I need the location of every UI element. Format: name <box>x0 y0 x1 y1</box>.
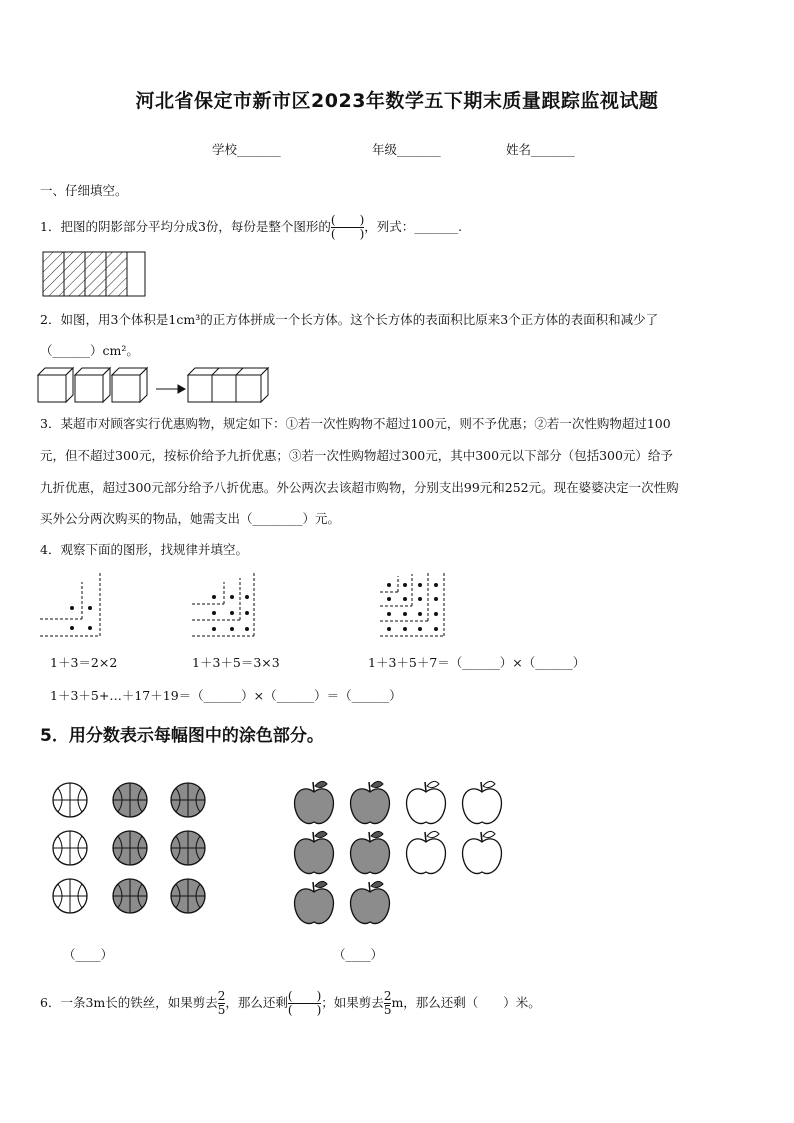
q4-text: 4．观察下面的图形，找规律并填空。 <box>40 542 248 557</box>
q6-fraction-1: $\frac{2}{5}$ <box>217 989 226 1017</box>
question-6: 6．一条3m长的铁丝，如果剪去 $\frac{2}{5}$ ，那么还剩 $\frac{( )}{( )}$ ；如果剪去 $\frac{2}{5}$ m，那么还剩（ ）米。 <box>40 989 541 1017</box>
q5-text: 5．用分数表示每幅图中的涂色部分。 <box>40 726 324 746</box>
shaded-basketball-icon <box>113 831 147 865</box>
q4-dot-pattern-1 <box>40 572 110 642</box>
name-field[interactable]: 姓名_______ <box>506 142 575 157</box>
shaded-apple-icon <box>295 781 334 823</box>
q1-hatched-figure <box>43 252 148 298</box>
q4-equation-3[interactable]: 1＋3＋5＋7＝（______）×（______） <box>368 655 586 670</box>
basketball-icon <box>53 879 87 913</box>
section-heading: 一、仔细填空。 <box>40 183 128 198</box>
shaded-apple-icon <box>295 831 334 873</box>
q6-tail[interactable]: m，那么还剩（ ）米。 <box>391 995 541 1010</box>
apple-icon <box>407 781 446 823</box>
q5-answer-blank-1[interactable]: （____） <box>63 947 114 962</box>
school-field[interactable]: 学校_______ <box>212 142 281 157</box>
q4-equation-2: 1＋3＋5＝3×3 <box>192 655 280 670</box>
basketball-icon <box>53 783 87 817</box>
apple-icon <box>463 831 502 873</box>
q1-text: 1．把图的阴影部分平均分成3份，每份是整个图形的 <box>40 219 331 234</box>
apple-icon <box>463 781 502 823</box>
q4-equation-4[interactable]: 1＋3＋5+…＋17＋19＝（______）×（______）＝（______） <box>50 688 402 703</box>
shaded-apple-icon <box>351 831 390 873</box>
shaded-apple-icon <box>351 881 390 923</box>
q5-apple-figure <box>292 776 512 926</box>
shaded-basketball-icon <box>171 783 205 817</box>
page-title: 河北省保定市新市区2023年数学五下期末质量跟踪监视试题 <box>135 90 659 112</box>
q1-answer-blank[interactable]: _______ <box>414 219 459 234</box>
shaded-basketball-icon <box>113 879 147 913</box>
q2-cubes-figure <box>38 368 268 408</box>
grade-field[interactable]: 年级_______ <box>372 142 441 157</box>
q6-fraction-blank[interactable]: $\frac{( )}{( )}$ <box>287 989 322 1017</box>
q6-fraction-2: $\frac{2}{5}$ <box>383 989 392 1017</box>
shaded-basketball-icon <box>171 879 205 913</box>
q3-line2: 元，但不超过300元，按标价给予九折优惠；③若一次性购物超过300元，其中300元以下部分（包括300元）给予 <box>40 448 673 463</box>
shaded-basketball-icon <box>113 783 147 817</box>
shaded-apple-icon <box>295 881 334 923</box>
shaded-apple-icon <box>351 781 390 823</box>
q1-fraction-blank[interactable]: $\frac{( )}{( )}$ <box>330 213 365 241</box>
apple-icon <box>407 831 446 873</box>
basketball-icon <box>53 831 87 865</box>
q2-line2[interactable]: （______）cm²。 <box>40 343 139 358</box>
q1-tail: ，列式： <box>364 219 415 234</box>
question-1: 1．把图的阴影部分平均分成3份，每份是整个图形的 $\frac{( )}{( )}$ ，列式：_______. <box>40 213 463 241</box>
q4-equation-1: 1＋3＝2×2 <box>50 655 118 670</box>
q4-dot-pattern-2 <box>192 572 272 642</box>
q2-line1: 2．如图，用3个体积是1cm³的正方体拼成一个长方体。这个长方体的表面积比原来3个正方体的表面积和减少了 <box>40 312 659 327</box>
q5-answer-blank-2[interactable]: （____） <box>333 947 384 962</box>
q5-basketball-figure <box>50 780 220 920</box>
q3-line1: 3．某超市对顾客实行优惠购物，规定如下：①若一次性购物不超过100元，则不予优惠；②若一次性购物超过100 <box>40 416 671 431</box>
q3-line4[interactable]: 买外公分两次购买的物品，她需支出（________）元。 <box>40 511 341 526</box>
q4-dot-pattern-3 <box>380 572 450 642</box>
shaded-basketball-icon <box>171 831 205 865</box>
q3-line3: 九折优惠，超过300元部分给予八折优惠。外公两次去该超市购物，分别支出99元和252元。现在婆婆决定一次性购 <box>40 480 679 495</box>
